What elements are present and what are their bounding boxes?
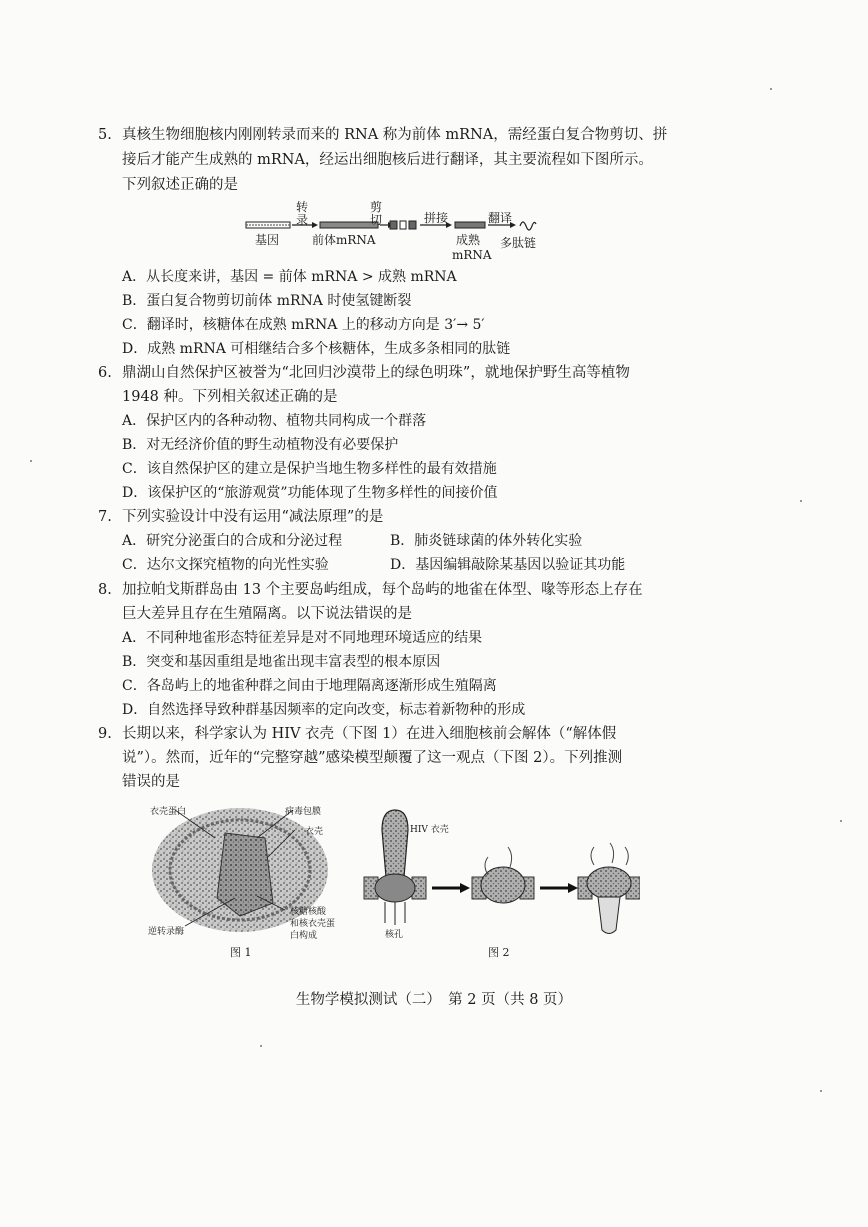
exon-fragment bbox=[390, 221, 397, 229]
q8-stem-line-1: 加拉帕戈斯群岛由 13 个主要岛屿组成，每个岛屿的地雀在体型、喙等形态上存在 bbox=[122, 582, 643, 598]
q7-number: 7. bbox=[98, 509, 112, 525]
label-polypeptide: 多肽链 bbox=[500, 236, 537, 250]
fig2-label-nuclear-pore: 核孔 bbox=[385, 930, 404, 940]
polypeptide-shape bbox=[520, 222, 536, 230]
q6-option-b: B．对无经济价值的野生动植物没有必要保护 bbox=[122, 437, 399, 453]
q8-option-a: A．不同种地雀形态特征差异是对不同地理环境适应的结果 bbox=[122, 630, 483, 646]
mature-mrna-bar bbox=[455, 222, 485, 228]
stage-arrowhead-1 bbox=[460, 883, 470, 893]
q7-option-c: C．达尔文探究植物的向光性实验 bbox=[122, 557, 329, 573]
label-gene: 基因 bbox=[255, 233, 280, 247]
label-translate: 翻译 bbox=[488, 211, 513, 225]
q5-number: 5. bbox=[98, 127, 112, 143]
label-splice: 拼接 bbox=[424, 211, 449, 225]
page-footer: 生物学模拟测试（二） 第 2 页（共 8 页） bbox=[295, 992, 573, 1008]
q7-option-b: B．肺炎链球菌的体外转化实验 bbox=[390, 533, 583, 549]
q8-stem-line-2: 巨大差异且存在生殖隔离。以下说法错误的是 bbox=[122, 606, 412, 622]
fig1-label-np-line1: 核糖核酸 bbox=[290, 907, 327, 917]
fig1-label-np-line2: 和核衣壳蛋 bbox=[290, 919, 336, 929]
q7-stem-line-1: 下列实验设计中没有运用“减法原理”的是 bbox=[122, 509, 384, 525]
figure-1-caption: 图 1 bbox=[230, 946, 252, 959]
fig1-label-capsid-protein: 衣壳蛋白 bbox=[150, 807, 187, 817]
q6-option-a: A．保护区内的各种动物、植物共同构成一个群落 bbox=[122, 413, 427, 429]
label-mature-top: 成熟 bbox=[456, 233, 481, 247]
q8-option-c: C．各岛屿上的地雀种群之间由于地理隔离逐渐形成生殖隔离 bbox=[122, 678, 497, 694]
q5-option-c: C．翻译时，核糖体在成熟 mRNA 上的移动方向是 3′→ 5′ bbox=[122, 317, 485, 333]
scan-speck bbox=[260, 1045, 262, 1047]
q5-option-a: A．从长度来讲，基因 = 前体 mRNA > 成熟 mRNA bbox=[122, 269, 457, 285]
stage-arrowhead-2 bbox=[568, 883, 578, 893]
label-cut-top: 剪 bbox=[370, 200, 383, 214]
label-cut-bottom: 切 bbox=[370, 213, 383, 227]
q5-stem-line-3: 下列叙述正确的是 bbox=[122, 177, 238, 193]
q7-option-a: A．研究分泌蛋白的合成和分泌过程 bbox=[122, 533, 343, 549]
q6-option-c: C．该自然保护区的建立是保护当地生物多样性的最有效措施 bbox=[122, 461, 497, 477]
nuclear-pore-complex bbox=[587, 867, 631, 899]
q9-stem-line-3: 错误的是 bbox=[122, 774, 180, 790]
figure-2-caption: 图 2 bbox=[488, 946, 510, 959]
label-mature-bottom: mRNA bbox=[452, 248, 492, 262]
fig1-label-envelope: 病毒包膜 bbox=[285, 807, 322, 817]
exon-fragment bbox=[409, 221, 416, 229]
label-transcribe-bottom: 录 bbox=[296, 213, 309, 227]
scan-speck bbox=[30, 460, 32, 462]
capsid-in-pore bbox=[481, 867, 525, 903]
fig1-label-np-line3: 白构成 bbox=[290, 931, 318, 941]
q9-stem-line-1: 长期以来，科学家认为 HIV 衣壳（下图 1）在进入细胞核前会解体（“解体假 bbox=[122, 726, 617, 742]
scan-speck bbox=[770, 88, 772, 90]
q5-option-b: B．蛋白复合物剪切前体 mRNA 时使氢键断裂 bbox=[122, 293, 412, 309]
label-pre-mrna: 前体mRNA bbox=[312, 233, 376, 247]
label-transcribe-top: 转 bbox=[296, 200, 309, 214]
figure-2-illustration bbox=[360, 805, 640, 940]
flow-diagram-shapes bbox=[240, 196, 560, 266]
scan-speck bbox=[800, 500, 802, 502]
q6-option-d: D．该保护区的“旅游观赏”功能体现了生物多样性的间接价值 bbox=[122, 485, 498, 501]
q7-option-d: D．基因编辑敲除某基因以验证其功能 bbox=[390, 557, 626, 573]
scan-speck bbox=[840, 820, 842, 822]
q9-stem-line-2: 说”）。然而，近年的“完整穿越”感染模型颠覆了这一观点（下图 2）。下列推测 bbox=[122, 750, 623, 766]
q8-option-d: D．自然选择导致种群基因频率的定向改变，标志着新物种的形成 bbox=[122, 702, 526, 718]
transcribe-arrowhead bbox=[312, 222, 318, 228]
hiv-capsid-shape bbox=[382, 810, 408, 877]
q6-stem-line-1: 鼎湖山自然保护区被誉为“北回归沙漠带上的绿色明珠”，就地保护野生高等植物 bbox=[122, 365, 630, 381]
pore-filaments-top bbox=[591, 843, 628, 865]
scan-speck bbox=[820, 1090, 822, 1092]
q6-stem-line-2: 1948 种。下列相关叙述正确的是 bbox=[122, 389, 338, 405]
q6-number: 6. bbox=[98, 365, 112, 381]
nuclear-pore-complex bbox=[375, 874, 415, 902]
fig1-label-shell: 衣壳 bbox=[305, 827, 324, 837]
q8-option-b: B．突变和基因重组是地雀出现丰富表型的根本原因 bbox=[122, 654, 441, 670]
fig1-label-reverse-transcriptase: 逆转录酶 bbox=[148, 927, 185, 937]
capsid-passing-through bbox=[598, 897, 620, 934]
q9-number: 9. bbox=[98, 726, 112, 742]
q5-option-d: D．成熟 mRNA 可相继结合多个核糖体，生成多条相同的肽链 bbox=[122, 341, 511, 357]
q5-stem-line-2: 接后才能产生成熟的 mRNA，经运出细胞核后进行翻译，其主要流程如下图所示。 bbox=[122, 152, 653, 168]
q8-number: 8. bbox=[98, 582, 112, 598]
q5-stem-line-1: 真核生物细胞核内刚刚转录而来的 RNA 称为前体 mRNA，需经蛋白复合物剪切、拼 bbox=[122, 127, 668, 143]
intron-fragment bbox=[400, 221, 406, 229]
fig2-label-hiv-capsid: HIV 衣壳 bbox=[410, 825, 449, 835]
